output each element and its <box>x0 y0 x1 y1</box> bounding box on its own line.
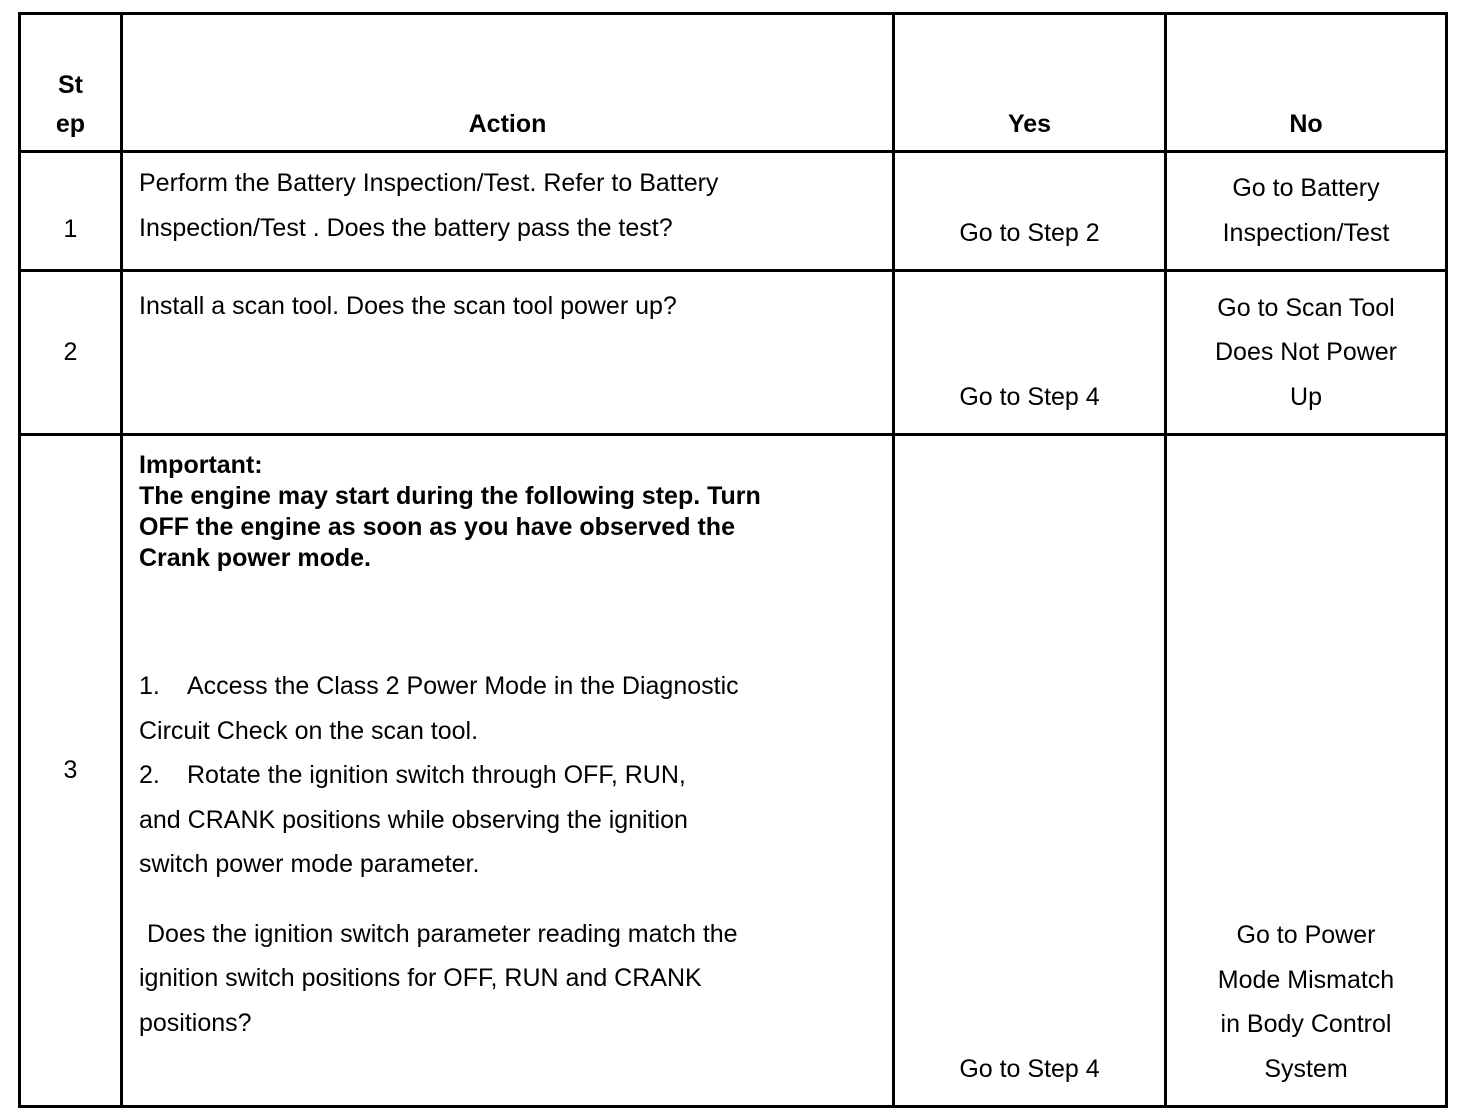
yes-cell: Go to Step 4 <box>894 271 1166 435</box>
action-cell <box>122 271 894 435</box>
step-text: Access the Class 2 Power Mode in the Diagnostic <box>187 672 739 700</box>
step-header <box>20 14 122 152</box>
step-continuation: switch power mode parameter. <box>139 850 480 878</box>
step-text: Rotate the ignition switch through OFF, RUN, <box>187 761 686 789</box>
step-header-line1: St <box>58 71 83 99</box>
no-line: in Body Control <box>1220 1010 1392 1038</box>
important-label: Important: <box>139 451 263 479</box>
step-num: 1. <box>139 672 160 700</box>
action-line: Inspection/Test . Does the battery pass the test? <box>139 213 673 242</box>
action-cell <box>122 435 894 1107</box>
yes-cell: Go to Step 4 <box>894 435 1166 1107</box>
question-line: Does the ignition switch parameter reading match the <box>147 919 738 948</box>
important-line: OFF the engine as soon as you have observed the <box>139 513 735 541</box>
no-line: Go to Power <box>1236 921 1376 949</box>
no-cell <box>1166 152 1447 271</box>
no-line: Up <box>1290 382 1322 411</box>
action-line: Perform the Battery Inspection/Test. Refer to Battery <box>139 169 719 197</box>
action-header: Action <box>122 14 894 152</box>
no-line: Mode Mismatch <box>1217 965 1395 994</box>
diagnostic-table-container <box>18 12 1445 1105</box>
no-line: Does Not Power <box>1214 338 1398 366</box>
step-continuation: Circuit Check on the scan tool. <box>139 716 479 745</box>
step-number: 3 <box>20 435 122 1107</box>
step-number: 2 <box>20 271 122 435</box>
no-line: Go to Battery <box>1232 174 1380 202</box>
no-cell <box>1166 271 1447 435</box>
important-line: The engine may start during the following step. Turn <box>139 482 761 510</box>
action-cell <box>122 152 894 271</box>
important-line: Crank power mode. <box>139 544 371 572</box>
action-line: Install a scan tool. Does the scan tool power up? <box>139 292 677 320</box>
numbered-step <box>139 664 876 709</box>
no-line: Go to Scan Tool <box>1217 293 1395 322</box>
no-header: No <box>1166 14 1447 152</box>
question-line: ignition switch positions for OFF, RUN and CRANK <box>139 964 702 992</box>
step-number: 1 <box>20 152 122 271</box>
step-header-line2: ep <box>55 110 86 138</box>
header-row <box>20 14 1447 152</box>
table-row <box>20 271 1447 435</box>
no-cell <box>1166 435 1447 1107</box>
yes-cell: Go to Step 2 <box>894 152 1166 271</box>
numbered-step <box>139 753 876 798</box>
diagnostic-table <box>18 12 1448 1108</box>
no-line: System <box>1264 1054 1348 1083</box>
step-continuation: and CRANK positions while observing the ignition <box>139 805 688 834</box>
table-row <box>20 435 1447 1107</box>
question-line: positions? <box>139 1008 252 1037</box>
step-num: 2. <box>139 761 160 789</box>
table-row <box>20 152 1447 271</box>
no-line: Inspection/Test <box>1222 218 1390 247</box>
yes-header: Yes <box>894 14 1166 152</box>
